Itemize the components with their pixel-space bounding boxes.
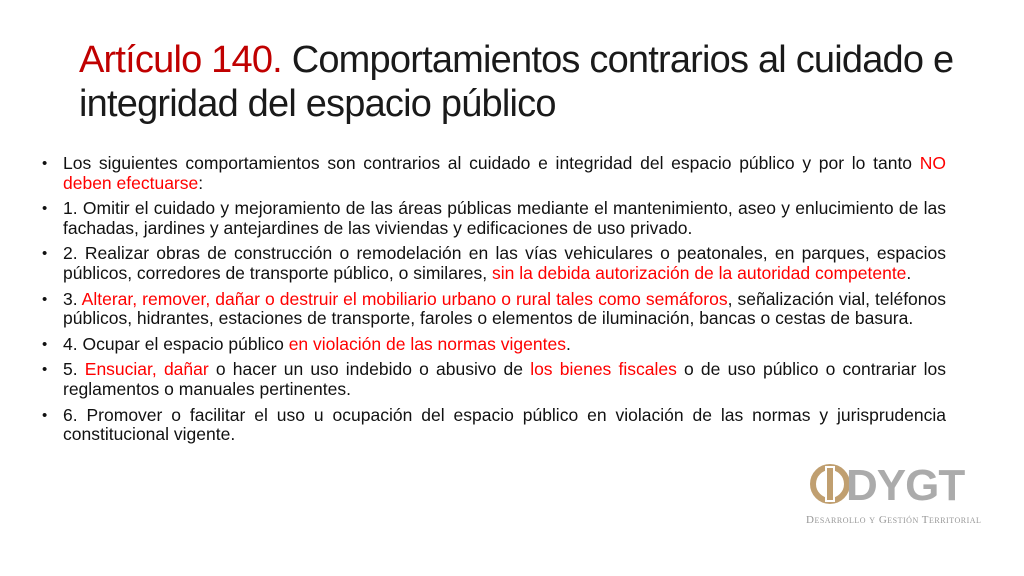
bullet-text: o de uso público o contrariar los reglamentos o manuales pertinentes. — [63, 359, 946, 399]
bullet-item — [42, 244, 946, 283]
bullet-dot-icon: • — [42, 335, 48, 353]
article-number: Artículo 140. — [79, 39, 282, 81]
bullet-text: , señalización vial, teléfonos públicos, hidrantes, estaciones de transporte, faroles o elementos de iluminación, bancas o cestas de basura. — [63, 288, 947, 329]
bullet-item — [42, 335, 946, 355]
bullet-text: 2. Realizar obras de construcción o remodelación en las vías vehiculares o peatonales, en parques, espacios públicos, corredores de transporte público, o similares, — [63, 243, 946, 283]
bullet-item — [42, 199, 946, 238]
bullet-dot-icon: • — [42, 406, 48, 424]
bullet-text: 3. — [63, 288, 82, 309]
bullet-item — [42, 360, 946, 399]
bullet-text: 4. Ocupar el espacio público — [63, 333, 289, 354]
highlighted-text: Ensuciar, dañar — [84, 359, 209, 380]
highlighted-text: sin la debida autorización de la autoridad competente — [491, 262, 907, 283]
highlighted-text: NO deben efectuarse — [63, 153, 946, 193]
highlighted-text: en violación de las normas vigentes — [288, 333, 566, 354]
bullet-dot-icon: • — [42, 245, 48, 263]
bullet-dot-icon: • — [42, 361, 48, 379]
bullet-text: : — [198, 172, 204, 193]
logo-wordmark: DYGT — [846, 461, 965, 510]
bullet-list — [42, 154, 946, 451]
bullet-item — [42, 290, 946, 329]
bullet-text: Los siguientes comportamientos son contrarios al cuidado e integridad del espacio público y por lo tanto — [63, 153, 920, 173]
bullet-dot-icon: • — [42, 290, 48, 308]
logo-subtitle: Desarrollo y Gestión Territorial — [806, 514, 982, 526]
bullet-dot-icon: • — [42, 200, 48, 218]
bullet-text: 6. Promover o facilitar el uso u ocupación del espacio público en violación de las normas y jurisprudencia constitucional vigente. — [63, 404, 946, 445]
bullet-text: . — [906, 262, 912, 283]
bullet-dot-icon: • — [42, 155, 48, 172]
bullet-item — [42, 154, 946, 193]
highlighted-text: Alterar, remover, dañar o destruir el mobiliario urbano o rural tales como semáforos — [81, 288, 728, 309]
bullet-text: . — [565, 333, 571, 354]
bullet-item — [42, 406, 946, 445]
dygt-logo — [806, 458, 986, 538]
slide-title — [79, 38, 979, 126]
bullet-text: o hacer un uso indebido o abusivo de — [208, 359, 531, 380]
bullet-text: 5. — [63, 359, 85, 380]
highlighted-text: los bienes fiscales — [530, 359, 677, 380]
bullet-text: 1. Omitir el cuidado y mejoramiento de las áreas públicas mediante el mantenimiento, aseo y enlucimiento de las fachadas, jardines y antejardines de las viviendas y edificaciones de uso privado. — [63, 198, 946, 238]
title-text: Comportamientos contrarios al cuidado e integridad del espacio público — [79, 39, 954, 125]
